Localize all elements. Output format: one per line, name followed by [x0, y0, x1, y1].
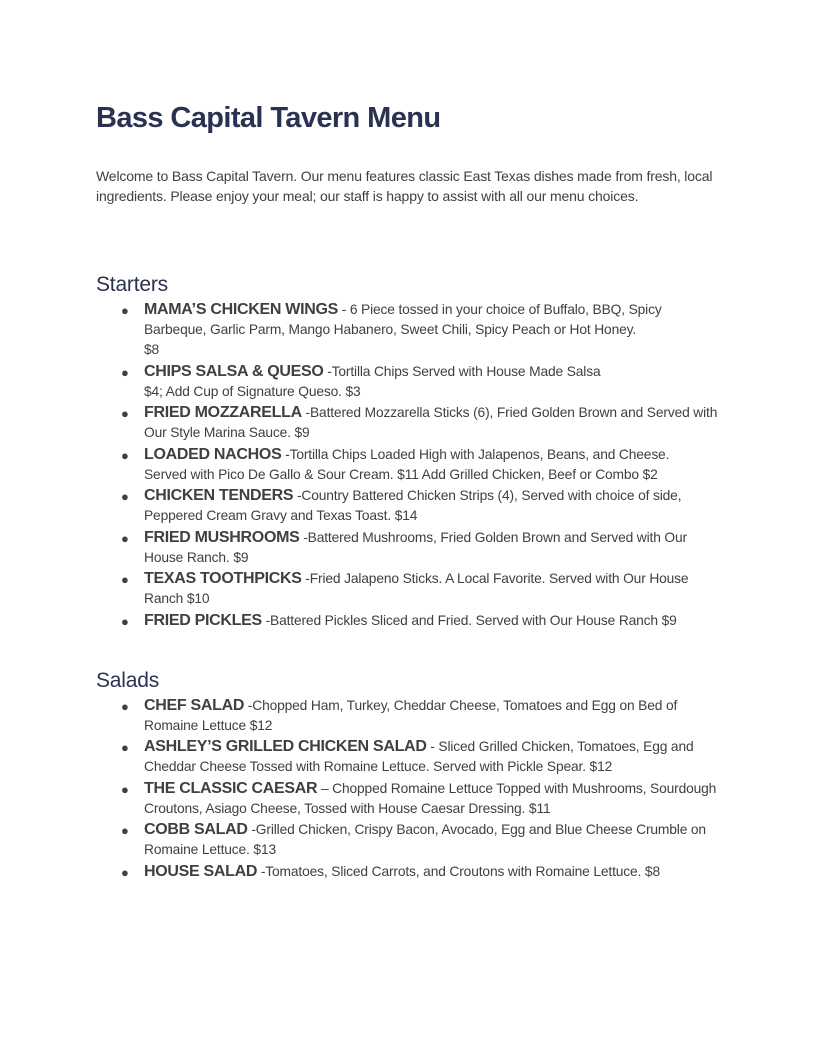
starters-list: [96, 300, 720, 631]
item-name: ASHLEY’S GRILLED CHICKEN SALAD: [144, 738, 427, 755]
item-description: -Country Battered Chicken Strips (4), Served with choice of side, Peppered Cream Gravy and Texas Toast. $14: [144, 488, 682, 523]
menu-item: [96, 362, 720, 402]
salads-list: [96, 696, 720, 882]
menu-item: [96, 445, 720, 485]
page-title: Bass Capital Tavern Menu: [96, 102, 441, 134]
item-name: TEXAS TOOTHPICKS: [144, 570, 302, 587]
bullet-icon: ●: [121, 823, 129, 838]
bullet-icon: ●: [121, 572, 129, 587]
item-description: -Tortilla Chips Loaded High with Jalapenos, Beans, and Cheese. Served with Pico De Gallo & Sour Cream. $11 Add Grilled Chicken, Beef or Combo $2: [144, 446, 670, 482]
bullet-icon: ●: [121, 613, 129, 629]
bullet-icon: ●: [121, 740, 129, 755]
bullet-icon: ●: [121, 364, 129, 380]
item-name: FRIED PICKLES: [144, 611, 262, 629]
item-description: - 6 Piece tossed in your choice of Buffalo, BBQ, Spicy Barbeque, Garlic Parm, Mango Habanero, Sweet Chili, Spicy Peach or Hot Honey. $8: [144, 302, 662, 357]
item-name: THE CLASSIC CAESAR: [144, 779, 318, 797]
menu-item: [96, 528, 720, 568]
item-name: HOUSE SALAD: [144, 862, 258, 880]
bullet-icon: ●: [121, 303, 129, 318]
item-name: CHEF SALAD: [144, 696, 245, 714]
bullet-icon: ●: [121, 530, 129, 546]
section-title-salads: Salads: [96, 668, 160, 692]
menu-item: [96, 820, 720, 860]
item-description: -Battered Mushrooms, Fried Golden Brown and Served with Our House Ranch. $9: [144, 529, 687, 565]
bullet-icon: ●: [121, 698, 129, 714]
item-name: FRIED MUSHROOMS: [144, 528, 300, 546]
menu-item: [96, 696, 720, 736]
item-description: -Chopped Ham, Turkey, Cheddar Cheese, Tomatoes and Egg on Bed of Romaine Lettuce $12: [144, 697, 678, 733]
menu-item: [96, 862, 720, 882]
menu-item: [96, 611, 720, 631]
section-title-starters: Starters: [96, 273, 168, 296]
item-description: -Tortilla Chips Served with House Made Salsa $4; Add Cup of Signature Queso. $3: [144, 363, 601, 399]
item-description: -Fried Jalapeno Sticks. A Local Favorite. Served with Our House Ranch $10: [144, 571, 689, 606]
item-description: - Sliced Grilled Chicken, Tomatoes, Egg and Cheddar Cheese Tossed with Romaine Lettuce. Served with Pickle Spear. $12: [144, 739, 694, 774]
intro-paragraph: Welcome to Bass Capital Tavern. Our menu features classic East Texas dishes made from fresh, local ingredients. Please enjoy your meal; our staff is happy to assist with all our menu choices.: [96, 168, 713, 204]
item-description: – Chopped Romaine Lettuce Topped with Mushrooms, Sourdough Croutons, Asiago Cheese, Tossed with House Caesar Dressing. $11: [144, 780, 717, 816]
menu-item: [96, 569, 720, 609]
item-description: -Battered Pickles Sliced and Fried. Served with Our House Ranch $9: [261, 612, 677, 628]
bullet-icon: ●: [121, 406, 129, 421]
bullet-icon: ●: [121, 447, 129, 463]
menu-item: [96, 486, 720, 526]
menu-item: [96, 300, 720, 360]
item-name: MAMA’S CHICKEN WINGS: [144, 301, 339, 318]
bullet-icon: ●: [121, 489, 129, 504]
menu-document: [96, 96, 720, 883]
item-description: -Battered Mozzarella Sticks (6), Fried Golden Brown and Served with Our Style Marina Sauce. $9: [144, 405, 718, 440]
item-name: LOADED NACHOS: [144, 445, 282, 463]
item-description: -Grilled Chicken, Crispy Bacon, Avocado, Egg and Blue Cheese Crumble on Romaine Lettuce. $13: [144, 822, 706, 857]
menu-item: [96, 737, 720, 777]
item-name: FRIED MOZZARELLA: [144, 404, 302, 421]
item-name: CHIPS SALSA & QUESO: [144, 362, 324, 380]
bullet-icon: ●: [121, 781, 129, 797]
item-name: COBB SALAD: [144, 821, 248, 838]
menu-item: [96, 779, 720, 819]
item-description: -Tomatoes, Sliced Carrots, and Croutons with Romaine Lettuce. $8: [257, 863, 660, 879]
bullet-icon: ●: [121, 864, 129, 880]
item-name: CHICKEN TENDERS: [144, 487, 294, 504]
menu-item: [96, 403, 720, 443]
